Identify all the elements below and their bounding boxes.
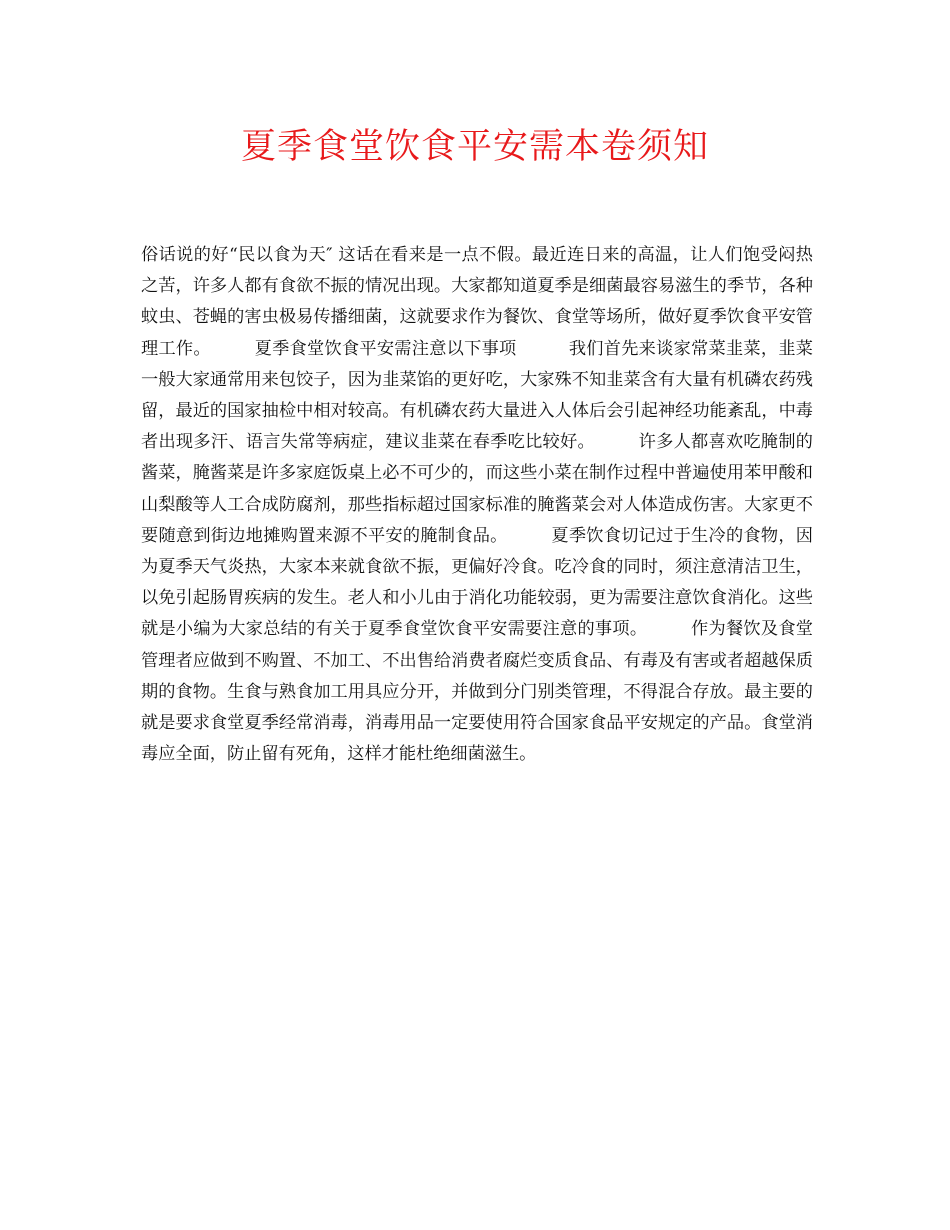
document-title: 夏季食堂饮食平安需本卷须知	[240, 127, 709, 167]
document-body-paragraph	[141, 240, 813, 770]
document-body-text: 俗话说的好“民以食为天″ 这话在看来是一点不假。最近连日来的高温，让人们饱受闷热之苦，许多人都有食欲不振的情况出现。大家都知道夏季是细菌最容易滋生的季节，各种蚊虫、苍蝇的害虫极易传播细菌，这就要求作为餐饮、食堂等场所，做好夏季饮食平安管理工作。 夏季食堂饮食平安需注意以下事项 我们首先来谈家常菜韭菜，韭菜一般大家通常用来包饺子，因为韭菜馅的更好吃，大家殊不知韭菜含有大量有机磷农药残留，最近的国家抽检中相对较高。有机磷农药大量进入人体后会引起神经功能紊乱，中毒者出现多汗、语言失常等病症，建议韭菜在春季吃比较好。 许多人都喜欢吃腌制的酱菜，腌酱菜是许多家庭饭桌上必不可少的，而这些小菜在制作过程中普遍使用苯甲酸和山梨酸等人工合成防腐剂，那些指标超过国家标准的腌酱菜会对人体造成伤害。大家更不要随意到街边地摊购置来源不平安的腌制食品。 夏季饮食切记过于生冷的食物，因为夏季天气炎热，大家本来就食欲不振，更偏好冷食。吃冷食的同时，须注意清洁卫生，以免引起肠胃疾病的发生。老人和小儿由于消化功能较弱，更为需要注意饮食消化。这些就是小编为大家总结的有关于夏季食堂饮食平安需要注意的事项。 作为餐饮及食堂管理者应做到不购置、不加工、不出售给消费者腐烂变质食品、有毒及有害或者超越保质期的食物。生食与熟食加工用具应分开，并做到分门别类管理，不得混合存放。最主要的就是要求食堂夏季经常消毒，消毒用品一定要使用符合国家食品平安规定的产品。食堂消毒应全面，防止留有死角，这样才能杜绝细菌滋生。	[141, 245, 813, 765]
